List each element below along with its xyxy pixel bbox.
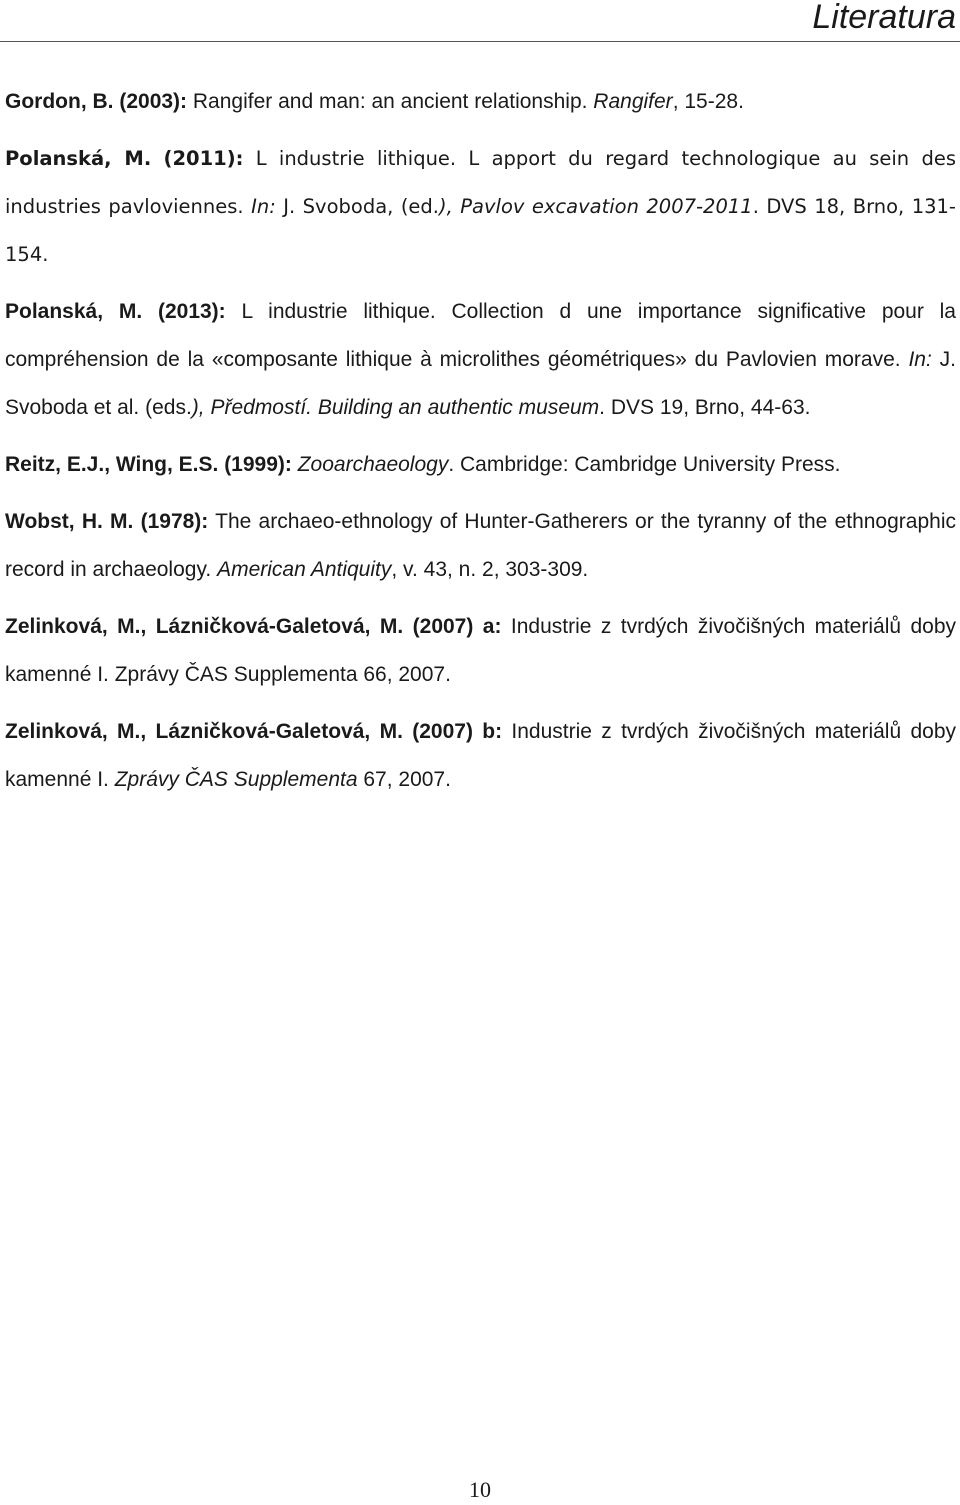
reference-publisher: . DVS 18, Brno, 131-154. <box>5 195 956 266</box>
page-number: 10 <box>469 1477 491 1502</box>
reference-editor: J. Svoboda et al. (eds. <box>5 348 956 419</box>
reference-journal: Rangifer <box>593 90 673 113</box>
reference-title: Zooarchaeology <box>297 453 449 476</box>
reference-authors: Reitz, E.J., Wing, E.S. <box>5 453 219 476</box>
reference-year: (2003): <box>119 90 188 113</box>
header-divider <box>0 41 960 42</box>
reference-pages: , 15-28. <box>672 90 744 113</box>
reference-authors: Wobst, H. M. <box>5 510 134 533</box>
reference-title: ), Pavlov excavation 2007-2011 <box>439 195 753 218</box>
reference-zelinkova-2007b <box>5 708 956 804</box>
reference-text: L industrie lithique. L apport du regard technologique au sein des industries pavloviennes. <box>5 147 956 218</box>
reference-journal: Zprávy ČAS Supplementa <box>114 768 358 791</box>
reference-in: In: <box>251 195 276 218</box>
reference-year: (1978): <box>140 510 209 533</box>
reference-editor: J. Svoboda, (ed. <box>275 195 439 218</box>
reference-list <box>5 78 956 813</box>
reference-text: Rangifer and man: an ancient relationship. <box>187 90 594 113</box>
reference-wobst-1978 <box>5 498 956 594</box>
reference-text: Industrie z tvrdých živočišných materiálů doby kamenné I. Zprávy ČAS Supplementa 66, 2007. <box>5 615 957 686</box>
reference-year: (2007) b: <box>412 720 503 743</box>
reference-authors: Zelinková, M., Lázničková-Galetová, M. <box>5 615 404 638</box>
reference-gordon-2003 <box>5 78 956 126</box>
reference-authors: Polanská, M. <box>5 147 152 170</box>
reference-text: L industrie lithique. Collection d une importance significative pour la compréhension de la «composante lithique à microlithes géométriques» du Pavlovien morave. <box>5 300 956 371</box>
reference-reitz-1999 <box>5 441 956 489</box>
reference-polanska-2011 <box>5 135 956 279</box>
reference-title: ), Předmostí. Building an authentic museum <box>191 396 600 419</box>
reference-text: The archaeo-ethnology of Hunter-Gatherers or the tyranny of the ethnographic record in archaeology. <box>5 510 956 581</box>
page-header-title: Literatura <box>812 0 956 36</box>
reference-year: (2007) a: <box>412 615 502 638</box>
reference-pages: , v. 43, n. 2, 303-309. <box>391 558 589 581</box>
reference-publisher: . Cambridge: Cambridge University Press. <box>448 453 841 476</box>
reference-text: Industrie z tvrdých živočišných materiálů doby kamenné I. <box>5 720 956 791</box>
reference-authors: Gordon, B. <box>5 90 114 113</box>
reference-polanska-2013 <box>5 288 956 432</box>
reference-authors: Zelinková, M., Lázničková-Galetová, M. <box>5 720 403 743</box>
reference-year: (1999): <box>224 453 292 476</box>
reference-journal: American Antiquity <box>217 558 392 581</box>
reference-publisher: . DVS 19, Brno, 44-63. <box>599 396 811 419</box>
reference-pages: 67, 2007. <box>357 768 451 791</box>
reference-year: (2011): <box>163 147 244 170</box>
reference-authors: Polanská, M. <box>5 300 143 323</box>
reference-zelinkova-2007a <box>5 603 956 699</box>
reference-year: (2013): <box>157 300 226 323</box>
reference-in: In: <box>908 348 932 371</box>
